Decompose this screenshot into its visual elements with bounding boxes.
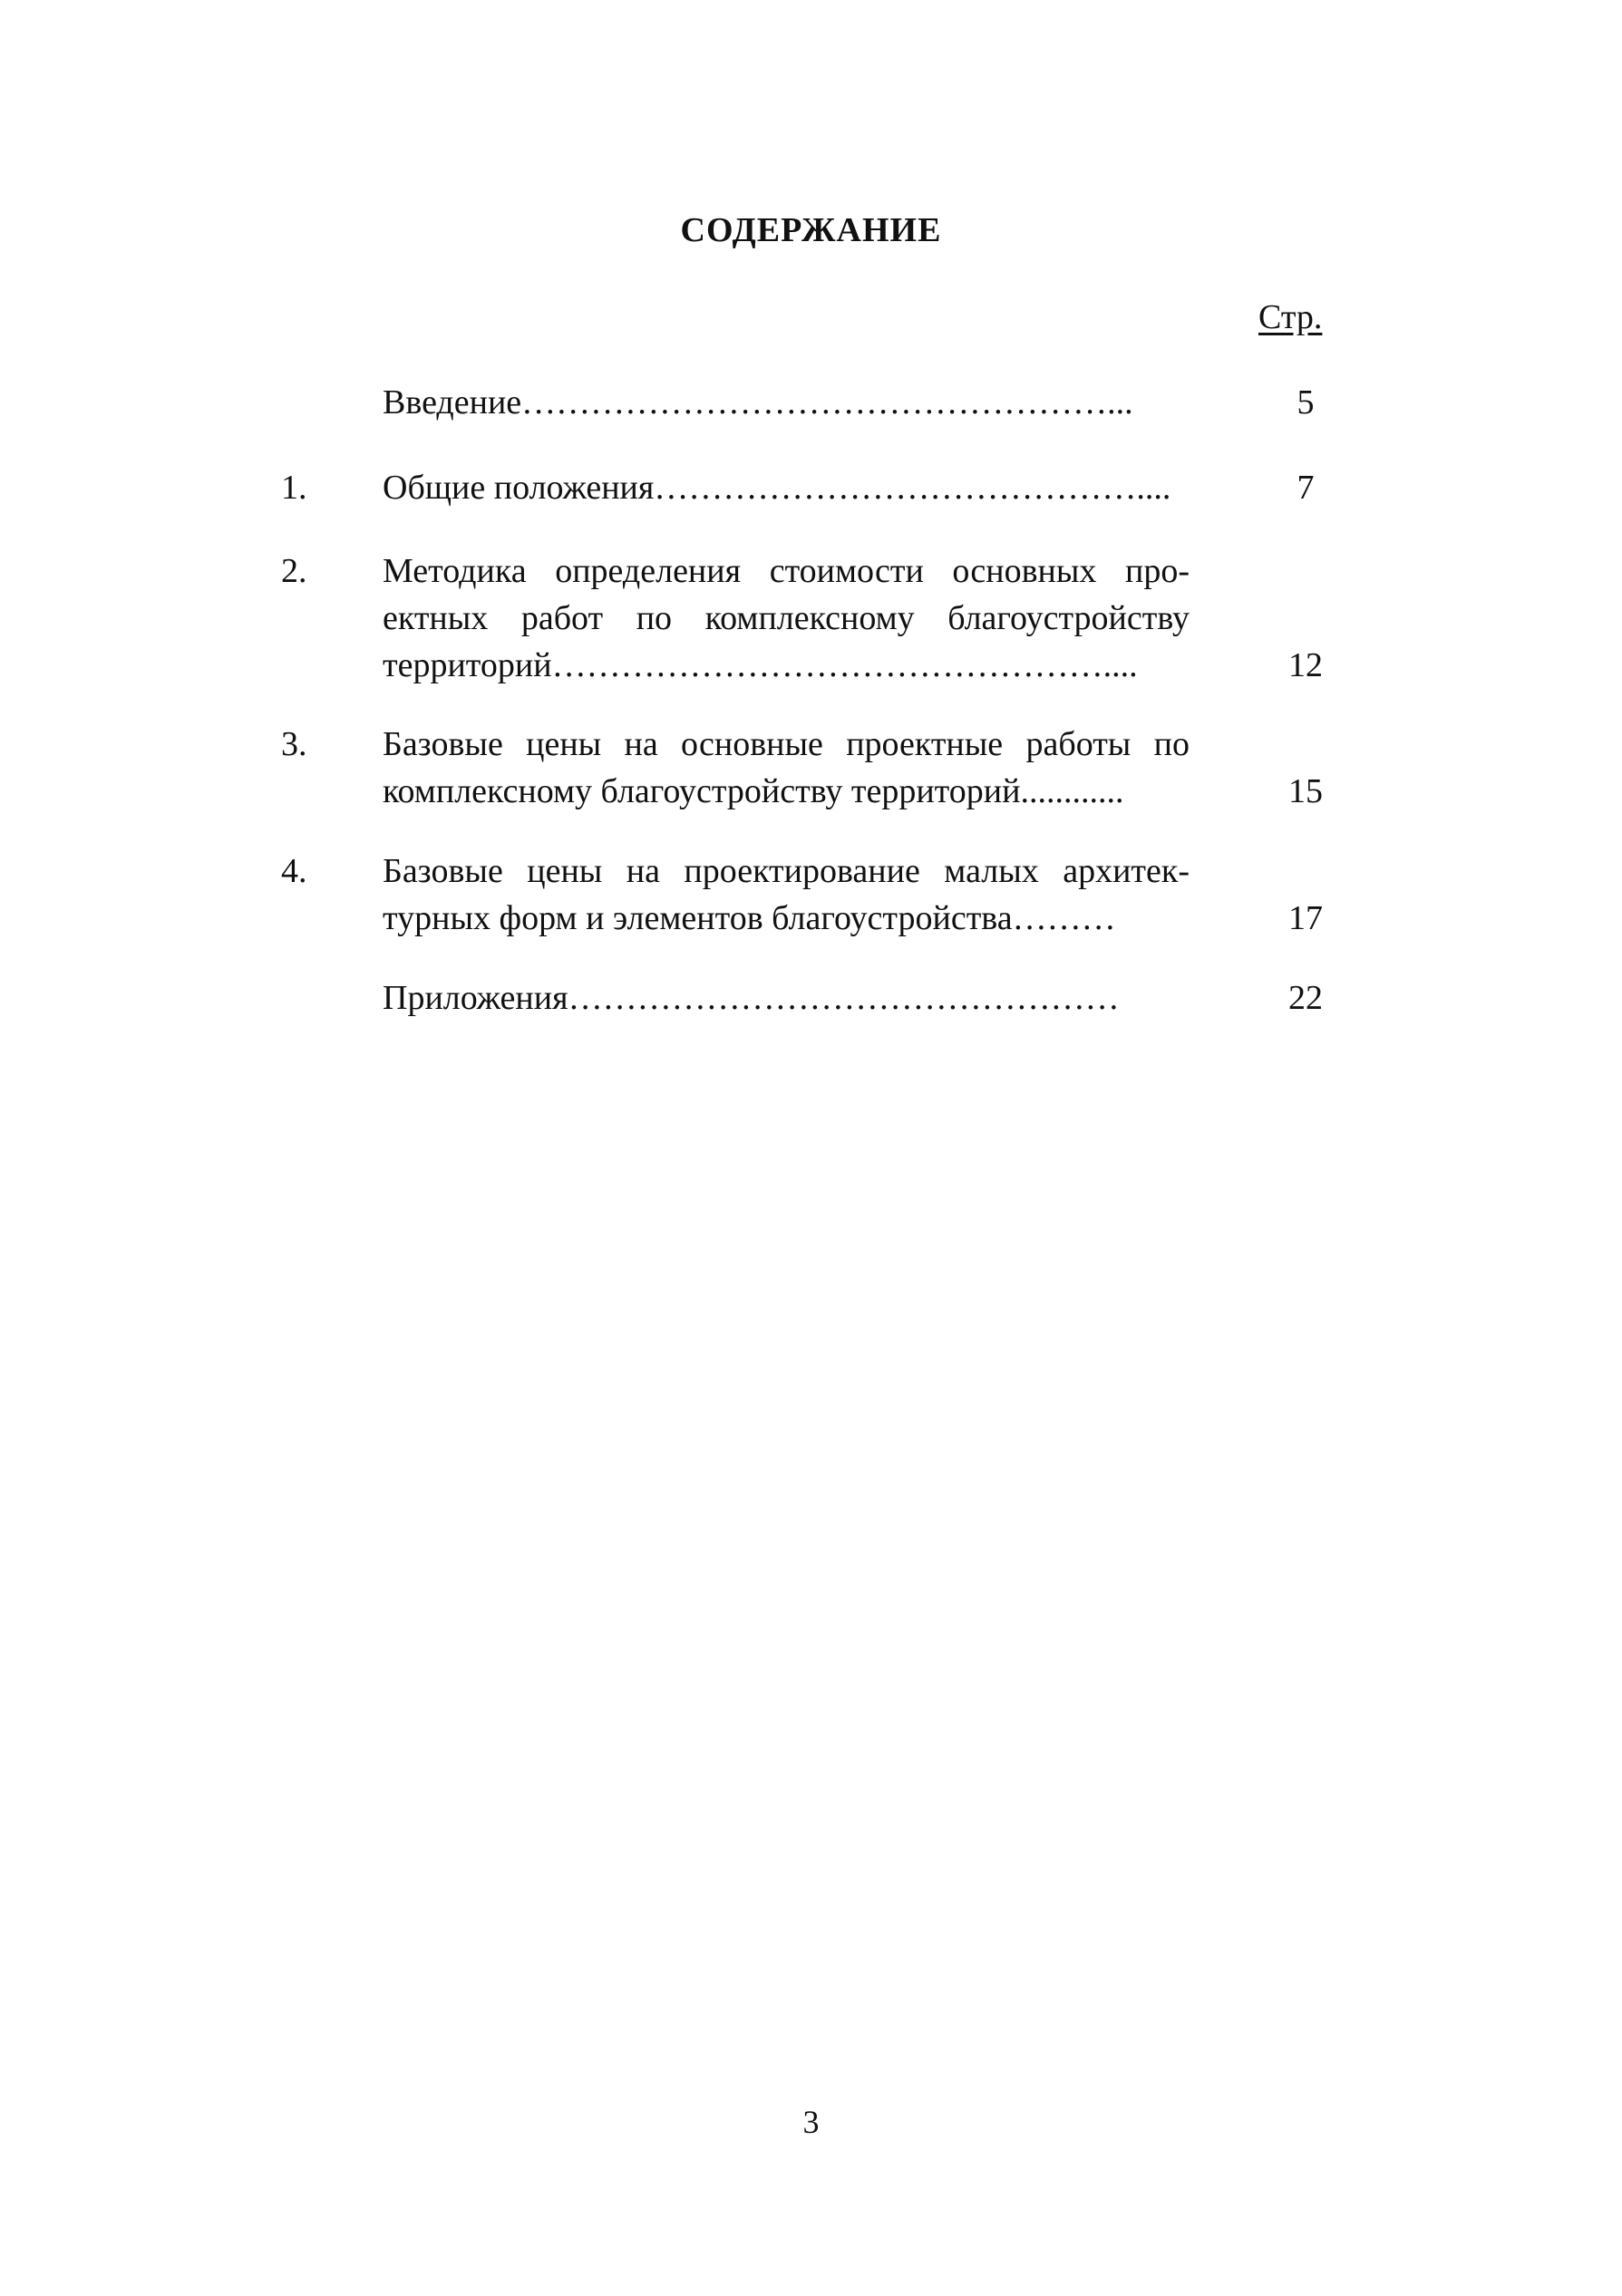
toc-entry-line: турных форм и элементов благоустройства……… — [383, 899, 1116, 937]
toc-entry-page: 15 — [1288, 772, 1323, 810]
toc-entry-number: 3. — [281, 725, 307, 763]
toc-entry-line: Введение……………………………………………... — [383, 383, 1133, 421]
toc-entry-number: 1. — [281, 469, 307, 507]
toc-entry-line: Общие положения…………………………………….... — [383, 469, 1171, 507]
page-title: СОДЕРЖАНИЕ — [680, 211, 942, 249]
toc-entry-page: 7 — [1297, 469, 1315, 507]
page-column-header: Стр. — [1258, 298, 1323, 336]
toc-entry-number: 2. — [281, 552, 307, 590]
toc-entry-line: Базовые цены на проектирование малых архитек- — [383, 852, 1190, 890]
toc-entry-number: 4. — [281, 852, 307, 890]
toc-entry-page: 12 — [1288, 646, 1323, 684]
toc-entry-text — [383, 464, 1190, 511]
toc-entry-text — [383, 547, 1190, 689]
toc-entry-line: территорий………………………………………….... — [383, 646, 1138, 684]
toc-entry-line: Базовые цены на основные проектные работы по — [383, 725, 1190, 763]
toc-entry-page: 5 — [1297, 383, 1315, 421]
toc-entry-line: Приложения………………………………………… — [383, 979, 1120, 1017]
toc-entry-page: 17 — [1288, 899, 1323, 937]
toc-entry-text — [383, 379, 1190, 426]
toc-entry-line: Методика определения стоимости основных про- — [383, 552, 1190, 590]
toc-entry-page: 22 — [1288, 979, 1323, 1017]
footer-page-number: 3 — [802, 2104, 820, 2140]
toc-entry-line: ектных работ по комплексному благоустройству — [383, 599, 1190, 637]
toc-entry-text — [383, 721, 1190, 815]
toc-entry-line: комплексному благоустройству территорий............ — [383, 772, 1124, 810]
toc-entry-text — [383, 974, 1190, 1022]
toc-entry-text — [383, 848, 1190, 942]
